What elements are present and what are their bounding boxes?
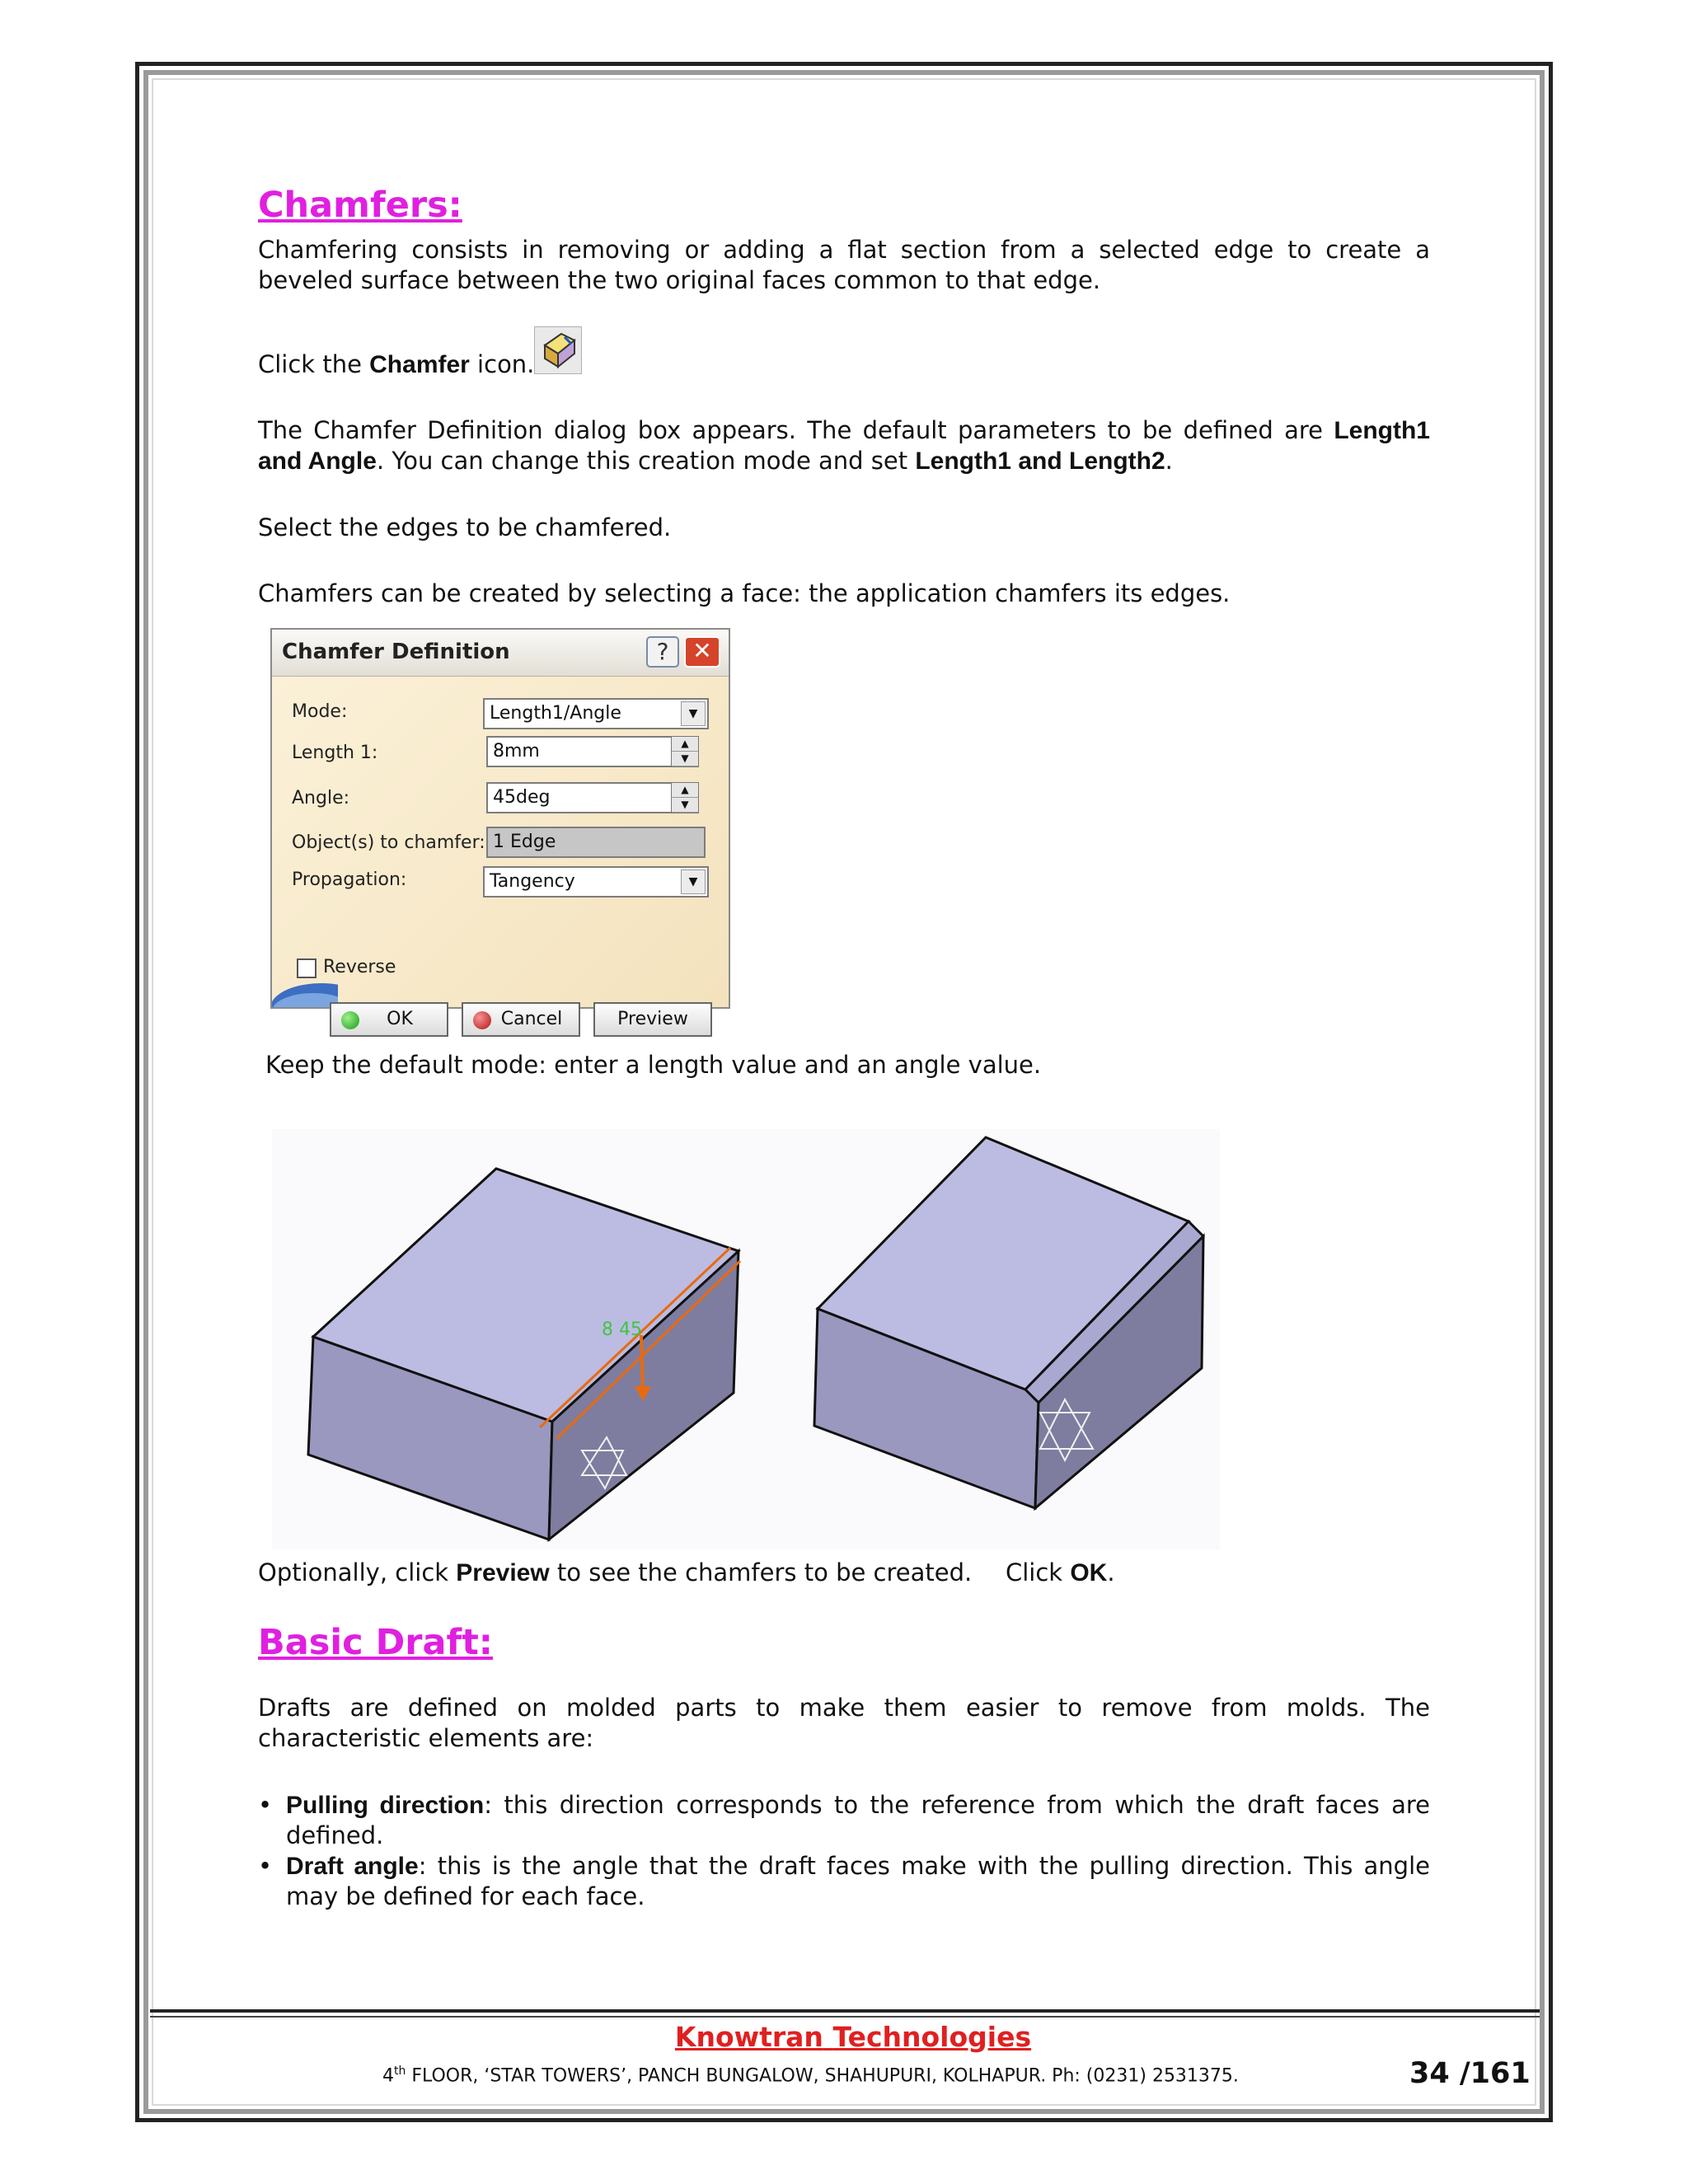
optional-part2: to see the chamfers to be created. [549,1558,973,1586]
length1-length2-bold: Length1 and Length2 [915,448,1165,475]
angle-input[interactable]: 45deg [486,782,673,813]
address-rest: FLOOR, ‘STAR TOWERS’, PANCH BUNGALOW, SHAHUPURI, KOLHAPUR. Ph: (0231) 2531375. [406,2065,1239,2087]
spin-up-icon[interactable]: ▲ [672,783,698,798]
mode-select[interactable] [483,698,709,729]
dialog-desc-part1: The Chamfer Definition dialog box appears. The default parameters to be defined are [258,416,1334,444]
click-ok-part2: . [1107,1558,1115,1586]
globe-decoration [272,957,338,1007]
propagation-label: Propagation: [292,869,407,890]
preview-button[interactable]: Preview [593,1002,712,1037]
basic-draft-heading: Basic Draft: [258,1622,493,1663]
draft-intro: Drafts are defined on molded parts to make them easier to remove from molds. The characteristic elements are: [258,1694,1430,1752]
dimension-label: 8 45 [602,1319,642,1340]
chamfers-intro: Chamfering consists in removing or adding a flat section from a selected edge to create a beveled surface between the two original faces common to that edge. [258,236,1430,294]
bullet-bold: Draft angle [286,1853,419,1880]
click-ok-part1: Click [1006,1558,1071,1586]
page-number: 34 /161 [1409,2057,1531,2090]
mode-value: Length1/Angle [490,703,621,724]
dialog-title: Chamfer Definition [282,640,510,664]
angle-label: Angle: [292,788,350,808]
bullet-icon: • [258,1852,273,1880]
keep-default-text: Keep the default mode: enter a length value and an angle value. [265,1051,1042,1079]
dialog-desc-part3: . [1165,447,1173,475]
propagation-value: Tangency [490,871,575,892]
chamfers-heading: Chamfers: [258,185,462,226]
length-input[interactable]: 8mm [486,736,673,767]
objects-field[interactable]: 1 Edge [486,827,706,858]
dialog-description [258,415,1430,476]
optional-preview-text [258,1558,972,1588]
length-label: Length 1: [292,743,378,763]
spin-up-icon[interactable]: ▲ [672,737,698,752]
company-name-part1: Knowtran [674,2021,823,2053]
propagation-select[interactable] [483,866,709,898]
chamfer-icon[interactable] [534,326,582,374]
click-prefix: Click the [258,350,370,378]
select-edges-text: Select the edges to be chamfered. [258,513,672,541]
bullet-icon: • [258,1791,273,1819]
close-button[interactable]: ✕ [684,636,720,668]
chamfer-bold: Chamfer [369,351,470,378]
list-item [258,1790,1430,1851]
ok-label: OK [387,1009,413,1029]
reverse-label: Reverse [323,957,396,977]
click-ok-text [1006,1558,1115,1588]
click-suffix: icon. [469,350,535,378]
mode-label: Mode: [292,701,348,722]
cancel-button[interactable] [462,1002,580,1037]
green-ball-icon [341,1011,359,1029]
address-floor: 4 [382,2065,394,2087]
chamfer-definition-dialog [270,628,730,1029]
preview-bold: Preview [456,1559,550,1586]
ok-button[interactable] [330,1002,448,1037]
bullet-text: : this direction corresponds to the reference from which the draft faces are defined. [286,1791,1430,1849]
objects-label: Object(s) to chamfer: [292,832,485,853]
spin-down-icon[interactable]: ▼ [672,752,698,766]
dialog-body [272,677,729,1029]
help-button[interactable]: ? [646,636,679,668]
bullet-text: : this is the angle that the draft faces make with the pulling direction. This angle may be defined for each face. [286,1852,1430,1910]
chamfer-click-instruction [258,349,1430,380]
company-name-part2: Technologies [832,2021,1032,2053]
face-note-text: Chamfers can be created by selecting a face: the application chamfers its edges. [258,579,1231,607]
optional-part1: Optionally, click [258,1558,457,1586]
footer-rule [150,2009,1540,2013]
footer-rule-thin [150,2016,1540,2018]
dialog-desc-part2: . You can change this creation mode and set [376,447,916,475]
angle-spinner[interactable] [671,782,699,813]
red-ball-icon [473,1011,491,1029]
dialog-titlebar [272,630,729,677]
ok-bold: OK [1070,1559,1108,1586]
chamfer-figure [272,1129,1220,1549]
footer-company [0,2021,1688,2053]
footer-address [382,2064,1239,2086]
length1-angle-bold: Length1 and Angle [258,417,1430,475]
address-sup: th [394,2064,406,2078]
chevron-down-icon[interactable]: ▼ [681,869,706,894]
spin-down-icon[interactable]: ▼ [672,798,698,813]
length-spinner[interactable] [671,736,699,767]
bullet-bold: Pulling direction [286,1792,485,1819]
list-item [258,1851,1430,1912]
chevron-down-icon[interactable]: ▼ [681,701,706,726]
cancel-label: Cancel [500,1009,563,1029]
